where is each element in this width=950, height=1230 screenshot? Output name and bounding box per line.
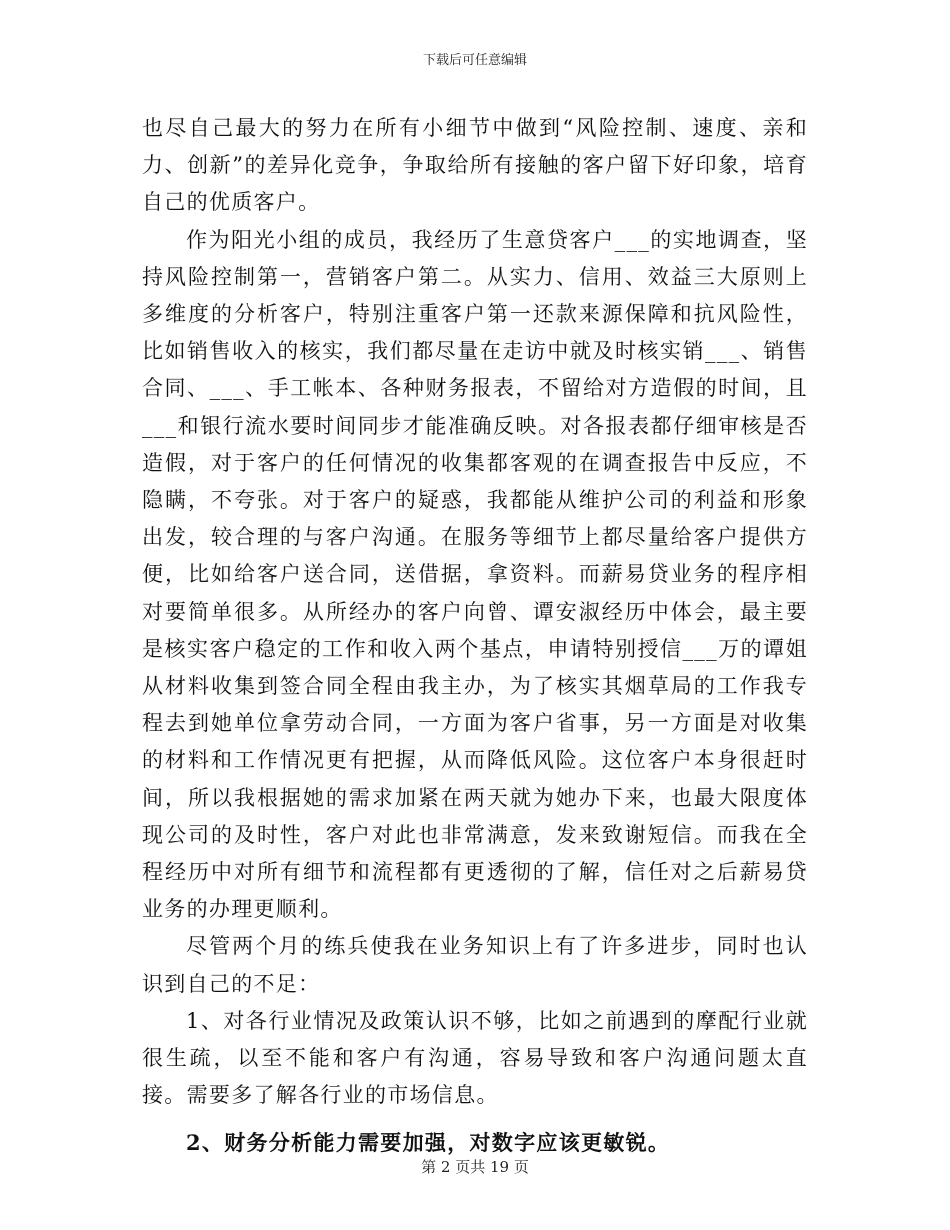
page-header: 下载后可任意编辑 [422, 53, 527, 68]
document-body [142, 110, 808, 1162]
page-footer: 第 2 页共 19 页 [421, 1158, 529, 1176]
paragraph-sunshine-group: 作为阳光小组的成员，我经历了生意贷客户___的实地调查，坚持风险控制第一，营销客户第二。从实力、信用、效益三大原则上多维度的分析客户，特别注重客户第一还款来源保障和抗风险性，比如销售收入的核实，我们都尽量在走访中就及时核实销___、销售合同、___、手工帐本、各种财务报表，不留给对方造假的时间，且___和银行流水要时间同步才能准确反映。对各报表都仔细审核是否造假，对于客户的任何情况的收集都客观的在调查报告中反应，不隐瞒，不夸张。对于客户的疑惑，我都能从维护公司的利益和形象出发，较合理的与客户沟通。在服务等细节上都尽量给客户提供方便，比如给客户送合同，送借据，拿资料。而薪易贷业务的程序相对要简单很多。从所经办的客户向曾、谭安淑经历中体会，最主要是核实客户稳定的工作和收入两个基点，申请特别授信___万的谭姐从材料收集到签合同全程由我主办，为了核实其烟草局的工作我专程去到她单位拿劳动合同，一方面为客户省事，另一方面是对收集的材料和工作情况更有把握，从而降低风险。这位客户本身很赶时间，所以我根据她的需求加紧在两天就为她办下来，也最大限度体现公司的及时性，客户对此也非常满意，发来致谢短信。而我在全程经历中对所有细节和流程都有更透彻的了解，信任对之后薪易贷业务的办理更顺利。 [142, 227, 808, 922]
list-item-financial-analysis: 2、财务分析能力需要加强，对数字应该更敏锐。 [186, 1130, 671, 1156]
paragraph-continuation: 也尽自己最大的努力在所有小细节中做到“风险控制、速度、亲和力、创新”的差异化竞争，争取给所有接触的客户留下好印象，培育自己的优质客户。 [142, 116, 808, 215]
paragraph-shortcomings-intro: 尽管两个月的练兵使我在业务知识上有了许多进步，同时也认识到自己的不足： [142, 934, 808, 996]
list-item-industry-knowledge: 1、对各行业情况及政策认识不够，比如之前遇到的摩配行业就很生疏，以至不能和客户有沟通，容易导致和客户沟通问题太直接。需要多了解各行业的市场信息。 [142, 1008, 808, 1108]
